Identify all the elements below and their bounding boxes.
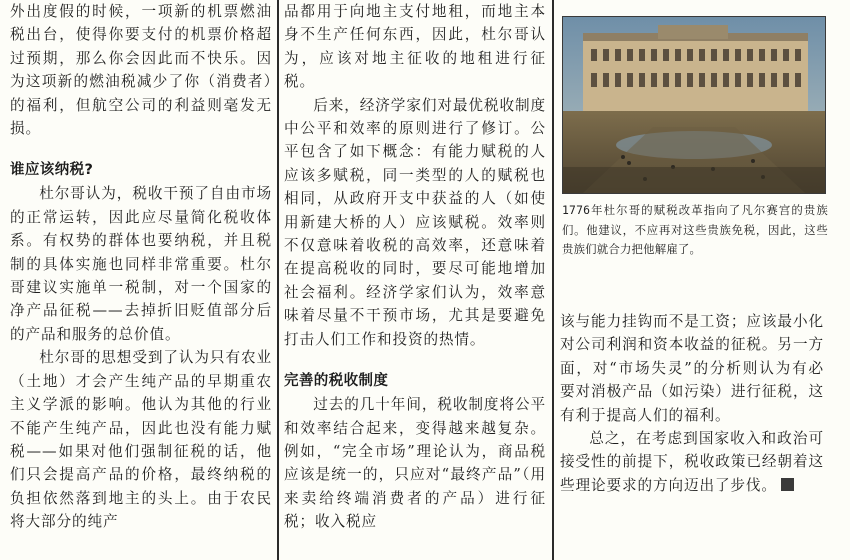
image-caption: 1776年杜尔哥的赋税改革指向了凡尔赛宫的贵族们。他建议，不应再对这些贵族免税，因此，这些贵族们就合力把他解雇了。: [562, 203, 828, 256]
paragraph-conclusion: [560, 427, 824, 497]
palace-illustration: [563, 17, 825, 193]
section-heading-perfect-tax-system: 完善的税收制度: [284, 373, 389, 390]
column-2: [284, 0, 546, 534]
paragraph-complex-tax-system: 过去的几十年间，税收制度将公平和效率结合起来，变得越来越复杂。例如，“完全市场”理论认为，商品税应该是统一的，只应对“最终产品”（用来卖给终端消费者的产品）进行征税；收入税应: [284, 396, 546, 531]
paragraph-market-failure: 该与能力挂钩而不是工资；应该最小化对公司利润和资本收益的征税。另一方面，对“市场失灵”的分析则认为有必要对消极产品（如污染）进行征税，这有利于提高人们的福利。: [560, 313, 824, 424]
column-1: [10, 0, 272, 534]
paragraph-land-rent: 品都用于向地主支付地租，而地主本身不生产任何东西，因此，杜尔哥认为，应该对地主征收的地租进行征税。: [284, 3, 546, 91]
paragraph-equity-efficiency: 后来，经济学家们对最优税收制度中公平和效率的原则进行了修订。公平包含了如下概念：有能力赋税的人应该多赋税，同一类型的人的赋税也相同，从政府开支中获益的人（如使用新建大桥的人）应该赋税。效率则不仅意味着收税的高效率，还意味着在提高税收的同时，要尽可能地增加社会福利。经济学家们认为，效率意味着尽量不干预市场，尤其是要避免打击人们工作和投资的热情。: [284, 96, 546, 348]
section-heading-who-pays: 谁应该纳税?: [10, 162, 94, 179]
conclusion-text: 总之，在考虑到国家收入和政治可接受性的前提下，税收政策已经朝着这些理论要求的方向迈出了步伐。: [560, 430, 824, 494]
end-square-icon: [781, 478, 794, 491]
paragraph-fuel-tax: 外出度假的时候，一项新的机票燃油税出台，使得你要支付的机票价格超过预期，那么你会因此而不快乐。因为这项新的燃油税减少了你（消费者）的福利，但航空公司的利益则毫发无损。: [10, 3, 272, 138]
column-rule-right: [552, 0, 554, 560]
column-rule-left: [277, 0, 279, 560]
column-3: [560, 310, 824, 497]
versailles-painting-image: [562, 16, 826, 194]
paragraph-physiocrats: 杜尔哥的思想受到了认为只有农业（土地）才会产生纯产品的早期重农主义学派的影响。他认为其他的行业不能产生纯产品，因此也没有能力赋税——如果对他们强制征税的话，他们只会提高产品的价格，最终纳税的负担依然落到地主的头上。由于农民将大部分的纯产: [10, 349, 272, 531]
paragraph-turgot-single-tax: 杜尔哥认为，税收干预了自由市场的正常运转，因此应尽量简化税收体系。有权势的群体也要纳税，并且税制的具体实施也同样非常重要。杜尔哥建议实施单一税制，对一个国家的净产品征税——去掉折旧贬值部分后的产品和服务的总价值。: [10, 185, 272, 343]
